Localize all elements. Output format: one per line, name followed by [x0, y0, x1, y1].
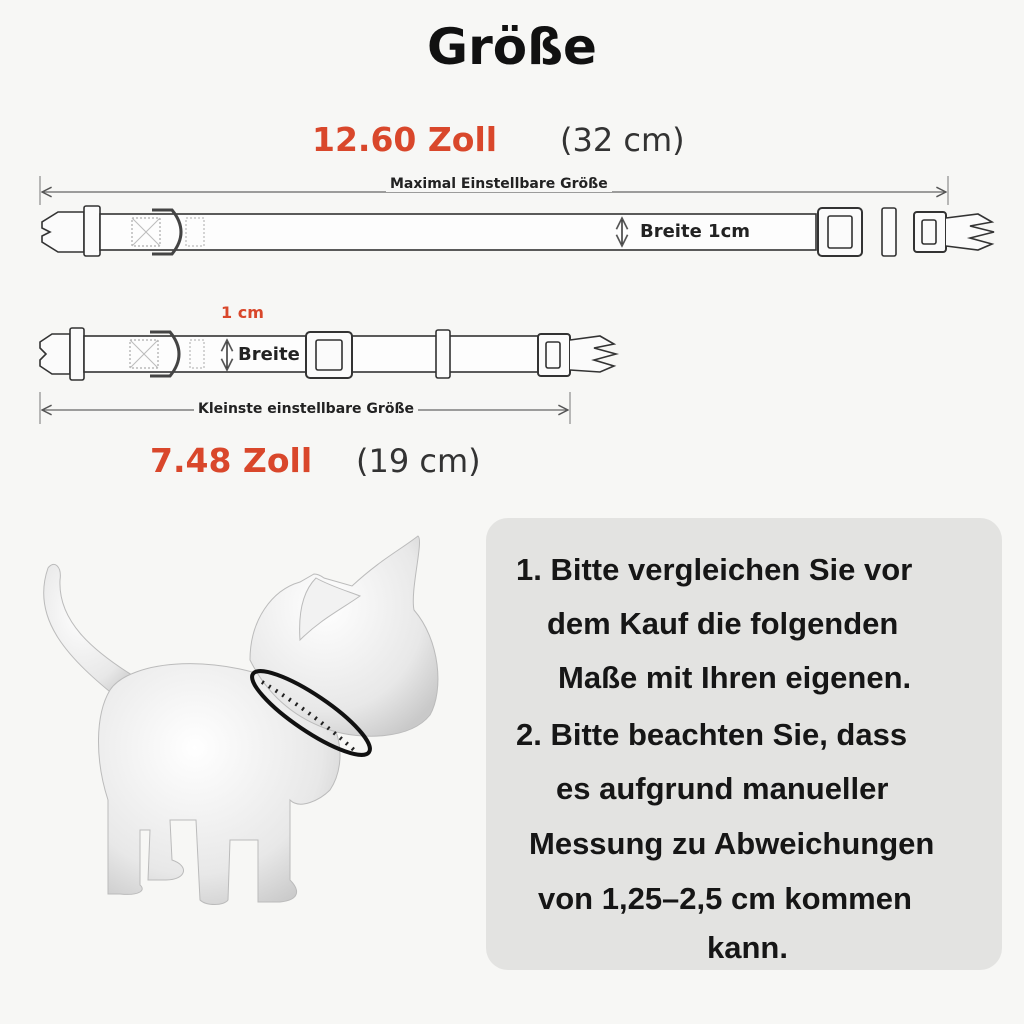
min-width-label: Breite [238, 344, 300, 365]
min-width-top-label: 1 cm [221, 303, 264, 322]
info-line-6: Messung zu Abweichungen [529, 826, 935, 861]
info-line-8: kann. [707, 930, 788, 965]
min-collar [40, 328, 616, 380]
info-line-2: dem Kauf die folgenden [547, 606, 899, 641]
max-collar [42, 206, 994, 256]
max-width-label: Breite 1cm [640, 221, 751, 242]
info-line-1: 1. Bitte vergleichen Sie vor [516, 552, 913, 587]
max-size-cm: (32 cm) [560, 121, 685, 159]
info-line-7: von 1,25–2,5 cm kommen [538, 881, 912, 916]
info-line-4: 2. Bitte beachten Sie, dass [516, 717, 908, 752]
info-line-3: Maße mit Ihren eigenen. [558, 660, 912, 695]
min-size-cm: (19 cm) [356, 442, 481, 480]
min-dimension-label: Kleinste einstellbare Größe [194, 401, 418, 417]
max-dimension-label: Maximal Einstellbare Größe [386, 176, 612, 192]
cat-illustration [44, 536, 438, 905]
page-title: Größe [427, 18, 597, 76]
info-line-5: es aufgrund manueller [556, 771, 889, 806]
min-size-inch: 7.48 Zoll [150, 441, 313, 480]
max-size-inch: 12.60 Zoll [312, 120, 498, 159]
